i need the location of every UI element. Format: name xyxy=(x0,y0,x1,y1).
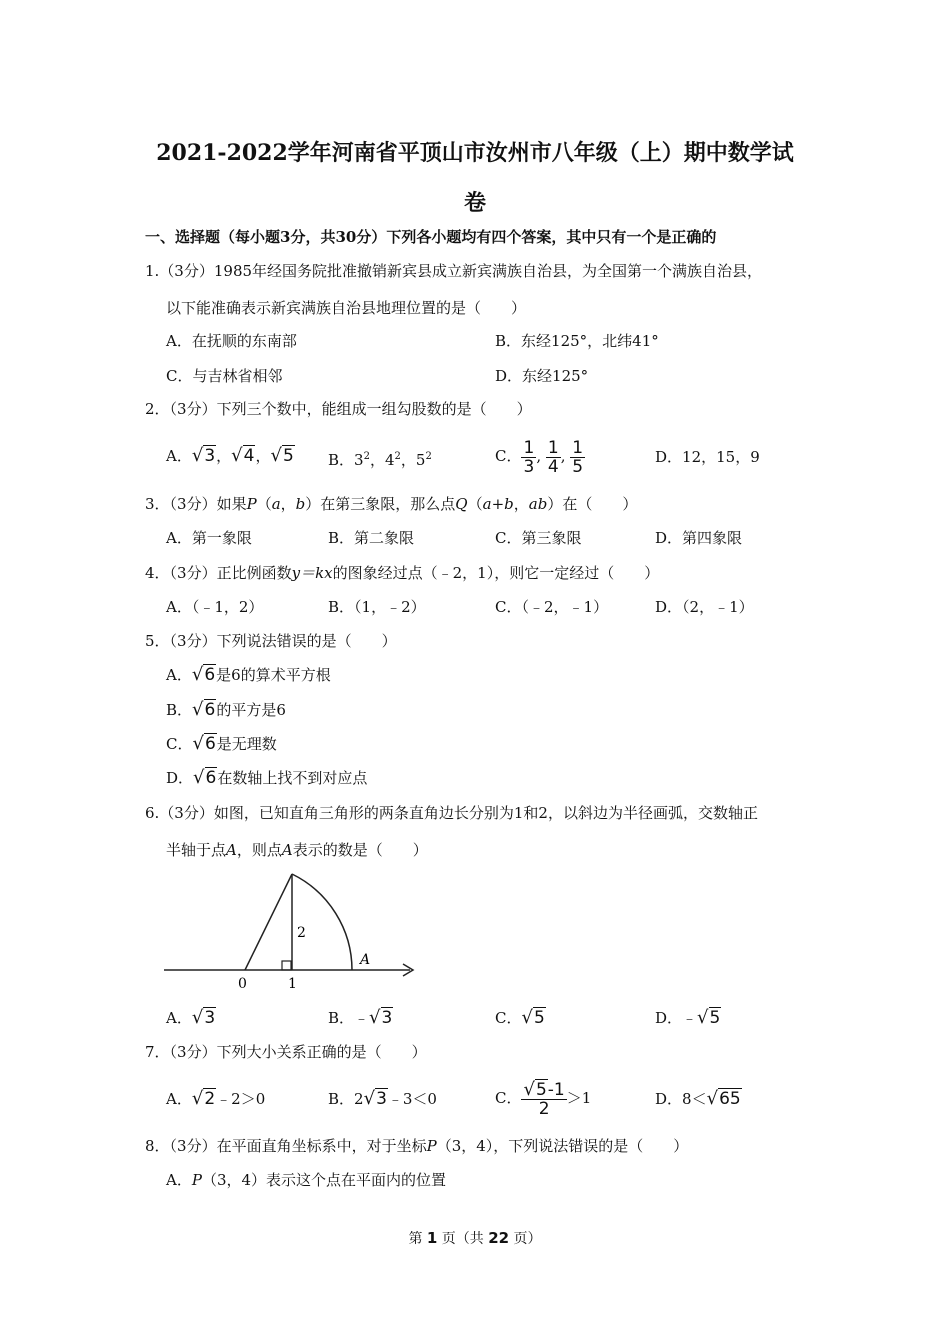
q2-option-d: D．12，15，9 xyxy=(655,448,760,466)
sqrt: √3 xyxy=(191,1007,216,1028)
q7-option-c: C． $\frac{√5-1}{2}$ ＞1 xyxy=(495,1078,592,1119)
fraction: $\frac{1}{5}$ xyxy=(572,437,584,477)
page-total: 22 xyxy=(488,1229,510,1247)
q3-option-a: A．第一象限 xyxy=(166,529,252,547)
q4-option-d: D．（2，﹣1） xyxy=(655,598,754,616)
fraction: $\frac{1}{4}$ xyxy=(547,437,559,477)
fraction: $\frac{√5-1}{2}$ xyxy=(523,1078,565,1119)
sqrt: √65 xyxy=(706,1088,741,1109)
page-title-line2: 卷 xyxy=(463,190,486,216)
sqrt: √2 xyxy=(191,1088,216,1109)
q4-stem: 4．（3分）正比例函数y＝kx的图象经过点（﹣2，1），则它一定经过（ ） xyxy=(145,564,660,582)
q4-option-b: B．（1，﹣2） xyxy=(328,598,426,616)
page-number: 1 xyxy=(426,1229,438,1247)
q2-option-b: B．$3^2$，$4^2$，$5^2$ xyxy=(328,451,432,469)
q3-option-c: C．第三象限 xyxy=(495,529,582,547)
hypotenuse xyxy=(245,874,292,970)
q1-option-d: D．东经125° xyxy=(495,367,589,385)
right-angle-mark xyxy=(282,961,291,970)
q3-option-b: B．第二象限 xyxy=(328,529,415,547)
label-A: A xyxy=(360,952,371,968)
sqrt: √6 xyxy=(192,699,216,720)
q3-stem: 3．（3分）如果P（a，b）在第三象限，那么点Q（a+b，ab）在（ ） xyxy=(145,495,638,513)
q1-option-a: A．在抚顺的东南部 xyxy=(166,332,297,350)
q7-stem: 7．（3分）下列大小关系正确的是（ ） xyxy=(145,1043,427,1061)
q4-option-c: C．（﹣2，﹣1） xyxy=(495,598,609,616)
sqrt: √5 xyxy=(697,1007,721,1028)
option-label: A． xyxy=(166,447,192,465)
sqrt: √3 xyxy=(191,445,216,466)
sqrt: √6 xyxy=(192,733,216,754)
q6-figure-number-line xyxy=(160,866,425,996)
section-heading: 一、选择题（每小题3分，共30分）下列各小题均有四个答案，其中只有一个是正确的 xyxy=(145,228,717,246)
q3-option-d: D．第四象限 xyxy=(655,529,743,547)
q2-option-a: A．√3，√4，√5 xyxy=(166,445,294,466)
q8-stem: 8．（3分）在平面直角坐标系中，对于坐标P（3，4），下列说法错误的是（ ） xyxy=(145,1137,689,1155)
sqrt: √3 xyxy=(369,1007,393,1028)
label-1: 1 xyxy=(288,976,297,992)
label-2: 2 xyxy=(297,925,306,941)
page-footer: 第 1 页（共 22 页） xyxy=(408,1229,542,1247)
label-0: 0 xyxy=(238,976,247,992)
q7-option-b: B．2√3﹣3＜0 xyxy=(328,1088,437,1109)
q5-stem: 5．（3分）下列说法错误的是（ ） xyxy=(145,632,397,650)
q5-option-c: C．√6是无理数 xyxy=(166,733,277,754)
sqrt: √6 xyxy=(193,767,217,788)
q1-stem-line1: 1.（3分）1985年经国务院批准撤销新宾县成立新宾满族自治县，为全国第一个满族自治县， xyxy=(145,262,763,280)
q7-option-d: D．8＜√65 xyxy=(655,1088,741,1109)
q5-option-b: B．√6的平方是6 xyxy=(166,699,286,720)
sqrt: √6 xyxy=(191,664,216,685)
q1-option-c: C．与吉林省相邻 xyxy=(166,367,283,385)
q1-stem-line2: 以下能准确表示新宾满族自治县地理位置的是（ ） xyxy=(166,299,527,317)
q6-option-a: A．√3 xyxy=(166,1007,216,1028)
sqrt: √4 xyxy=(231,445,255,466)
q6-option-d: D．﹣√5 xyxy=(655,1007,721,1028)
page-title-line1: 2021-2022学年河南省平顶山市汝州市八年级（上）期中数学试 xyxy=(156,140,794,166)
sqrt: √5 xyxy=(523,1078,547,1100)
fraction: $\frac{1}{3}$ xyxy=(523,437,535,477)
q5-option-d: D．√6在数轴上找不到对应点 xyxy=(166,767,368,788)
q5-option-a: A．√6是6的算术平方根 xyxy=(166,664,331,685)
sqrt: √5 xyxy=(270,445,294,466)
sqrt: √3 xyxy=(363,1088,387,1109)
q2-option-c: C． $\frac{1}{3}$ , $\frac{1}{4}$ , $\frac{1}{5}$ xyxy=(495,437,584,477)
q6-stem-line2: 半轴于点A，则点A表示的数是（ ） xyxy=(166,841,428,859)
q7-option-a: A．√2﹣2＞0 xyxy=(166,1088,266,1109)
sqrt: √5 xyxy=(521,1007,545,1028)
q2-stem: 2．（3分）下列三个数中，能组成一组勾股数的是（ ） xyxy=(145,400,532,418)
q1-option-b: B．东经125°，北纬41° xyxy=(495,332,659,350)
q4-option-a: A．（﹣1，2） xyxy=(166,598,264,616)
q8-option-a: A．P（3，4）表示这个点在平面内的位置 xyxy=(166,1171,447,1189)
q6-option-b: B．﹣√3 xyxy=(328,1007,393,1028)
q6-stem-line1: 6.（3分）如图，已知直角三角形的两条直角边长分别为1和2，以斜边为半径画弧，交数轴正 xyxy=(145,804,758,822)
arc xyxy=(292,874,352,970)
q6-option-c: C．√5 xyxy=(495,1007,545,1028)
